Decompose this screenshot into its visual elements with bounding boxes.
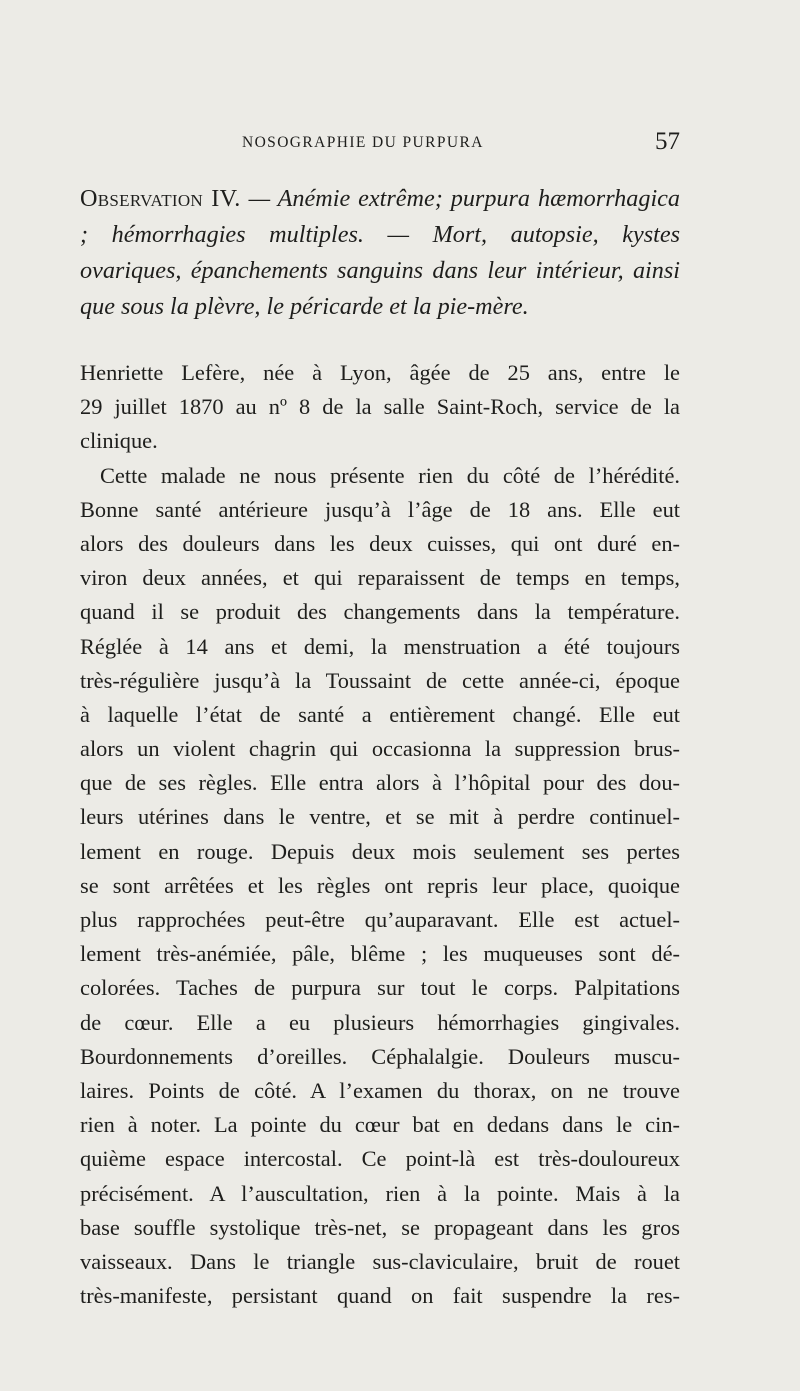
text-line: viron deux années, et qui reparaissent de temps en temps, xyxy=(80,565,680,591)
observation-title: — Anémie extrême; purpura hæmorrhagica ; hémorrhagies multiples. — Mort, autopsie, kystes ovariques, épanchements sanguins dans leur intérieur, ainsi que sous la plèvre, le péricarde et la pie-mère. xyxy=(80,185,681,320)
observation-heading xyxy=(80,181,680,325)
text-line: de cœur. Elle a eu plusieurs hémorrhagies gingivales. xyxy=(80,1009,680,1035)
text-line: Bourdonnements d’oreilles. Céphalalgie. Douleurs muscu- xyxy=(80,1043,680,1069)
page-number: 57 xyxy=(655,128,680,155)
text-line: précisément. A l’auscultation, rien à la pointe. Mais à la xyxy=(80,1180,680,1206)
text-line: très-manifeste, persistant quand on fait suspendre la res- xyxy=(80,1283,680,1309)
text-line: à laquelle l’état de santé a entièrement changé. Elle eut xyxy=(80,701,680,727)
text-line: Cette malade ne nous présente rien du côté de l’hérédité. xyxy=(100,462,680,488)
text-line: leurs utérines dans le ventre, et se mit à perdre continuel- xyxy=(80,804,680,830)
page-header xyxy=(80,130,680,158)
text-line: se sont arrêtées et les règles ont repris leur place, quoique xyxy=(80,872,680,898)
text-line: rien à noter. La pointe du cœur bat en dedans dans le cin- xyxy=(80,1112,680,1138)
text-line: plus rapprochées peut-être qu’auparavant. Elle est actuel- xyxy=(80,907,680,932)
text-line: colorées. Taches de purpura sur tout le corps. Palpitations xyxy=(80,975,680,1001)
body-text xyxy=(80,356,680,1313)
text-line: lement très-anémiée, pâle, blême ; les muqueuses sont dé- xyxy=(80,941,680,967)
observation-label: Observation IV. xyxy=(80,185,241,212)
text-line: clinique. xyxy=(80,428,158,454)
text-line: Bonne santé antérieure jusqu’à l’âge de 18 ans. Elle eut xyxy=(80,496,680,522)
text-line: vaisseaux. Dans le triangle sus-claviculaire, bruit de rouet xyxy=(80,1248,680,1274)
text-line: que de ses règles. Elle entra alors à l’hôpital pour des dou- xyxy=(80,770,680,796)
text-line: Réglée à 14 ans et demi, la menstruation a été toujours xyxy=(80,633,680,659)
text-line: lement en rouge. Depuis deux mois seulement ses pertes xyxy=(80,838,680,864)
text-line: laires. Points de côté. A l’examen du thorax, on ne trouve xyxy=(80,1077,680,1103)
text-line: alors des douleurs dans les deux cuisses, qui ont duré en- xyxy=(80,530,680,556)
text-line: 29 juillet 1870 au nº 8 de la salle Saint-Roch, service de la xyxy=(80,394,680,420)
text-line: alors un violent chagrin qui occasionna la suppression brus- xyxy=(80,736,680,762)
text-line: quand il se produit des changements dans la température. xyxy=(80,599,680,625)
text-line: très-régulière jusqu’à la Toussaint de cette année-ci, époque xyxy=(80,667,680,693)
text-line: Henriette Lefère, née à Lyon, âgée de 25 ans, entre le xyxy=(80,360,680,385)
text-line: quième espace intercostal. Ce point-là est très-douloureux xyxy=(80,1146,680,1172)
text-line: base souffle systolique très-net, se propageant dans les gros xyxy=(80,1214,680,1240)
running-title: NOSOGRAPHIE DU PURPURA xyxy=(242,134,484,151)
